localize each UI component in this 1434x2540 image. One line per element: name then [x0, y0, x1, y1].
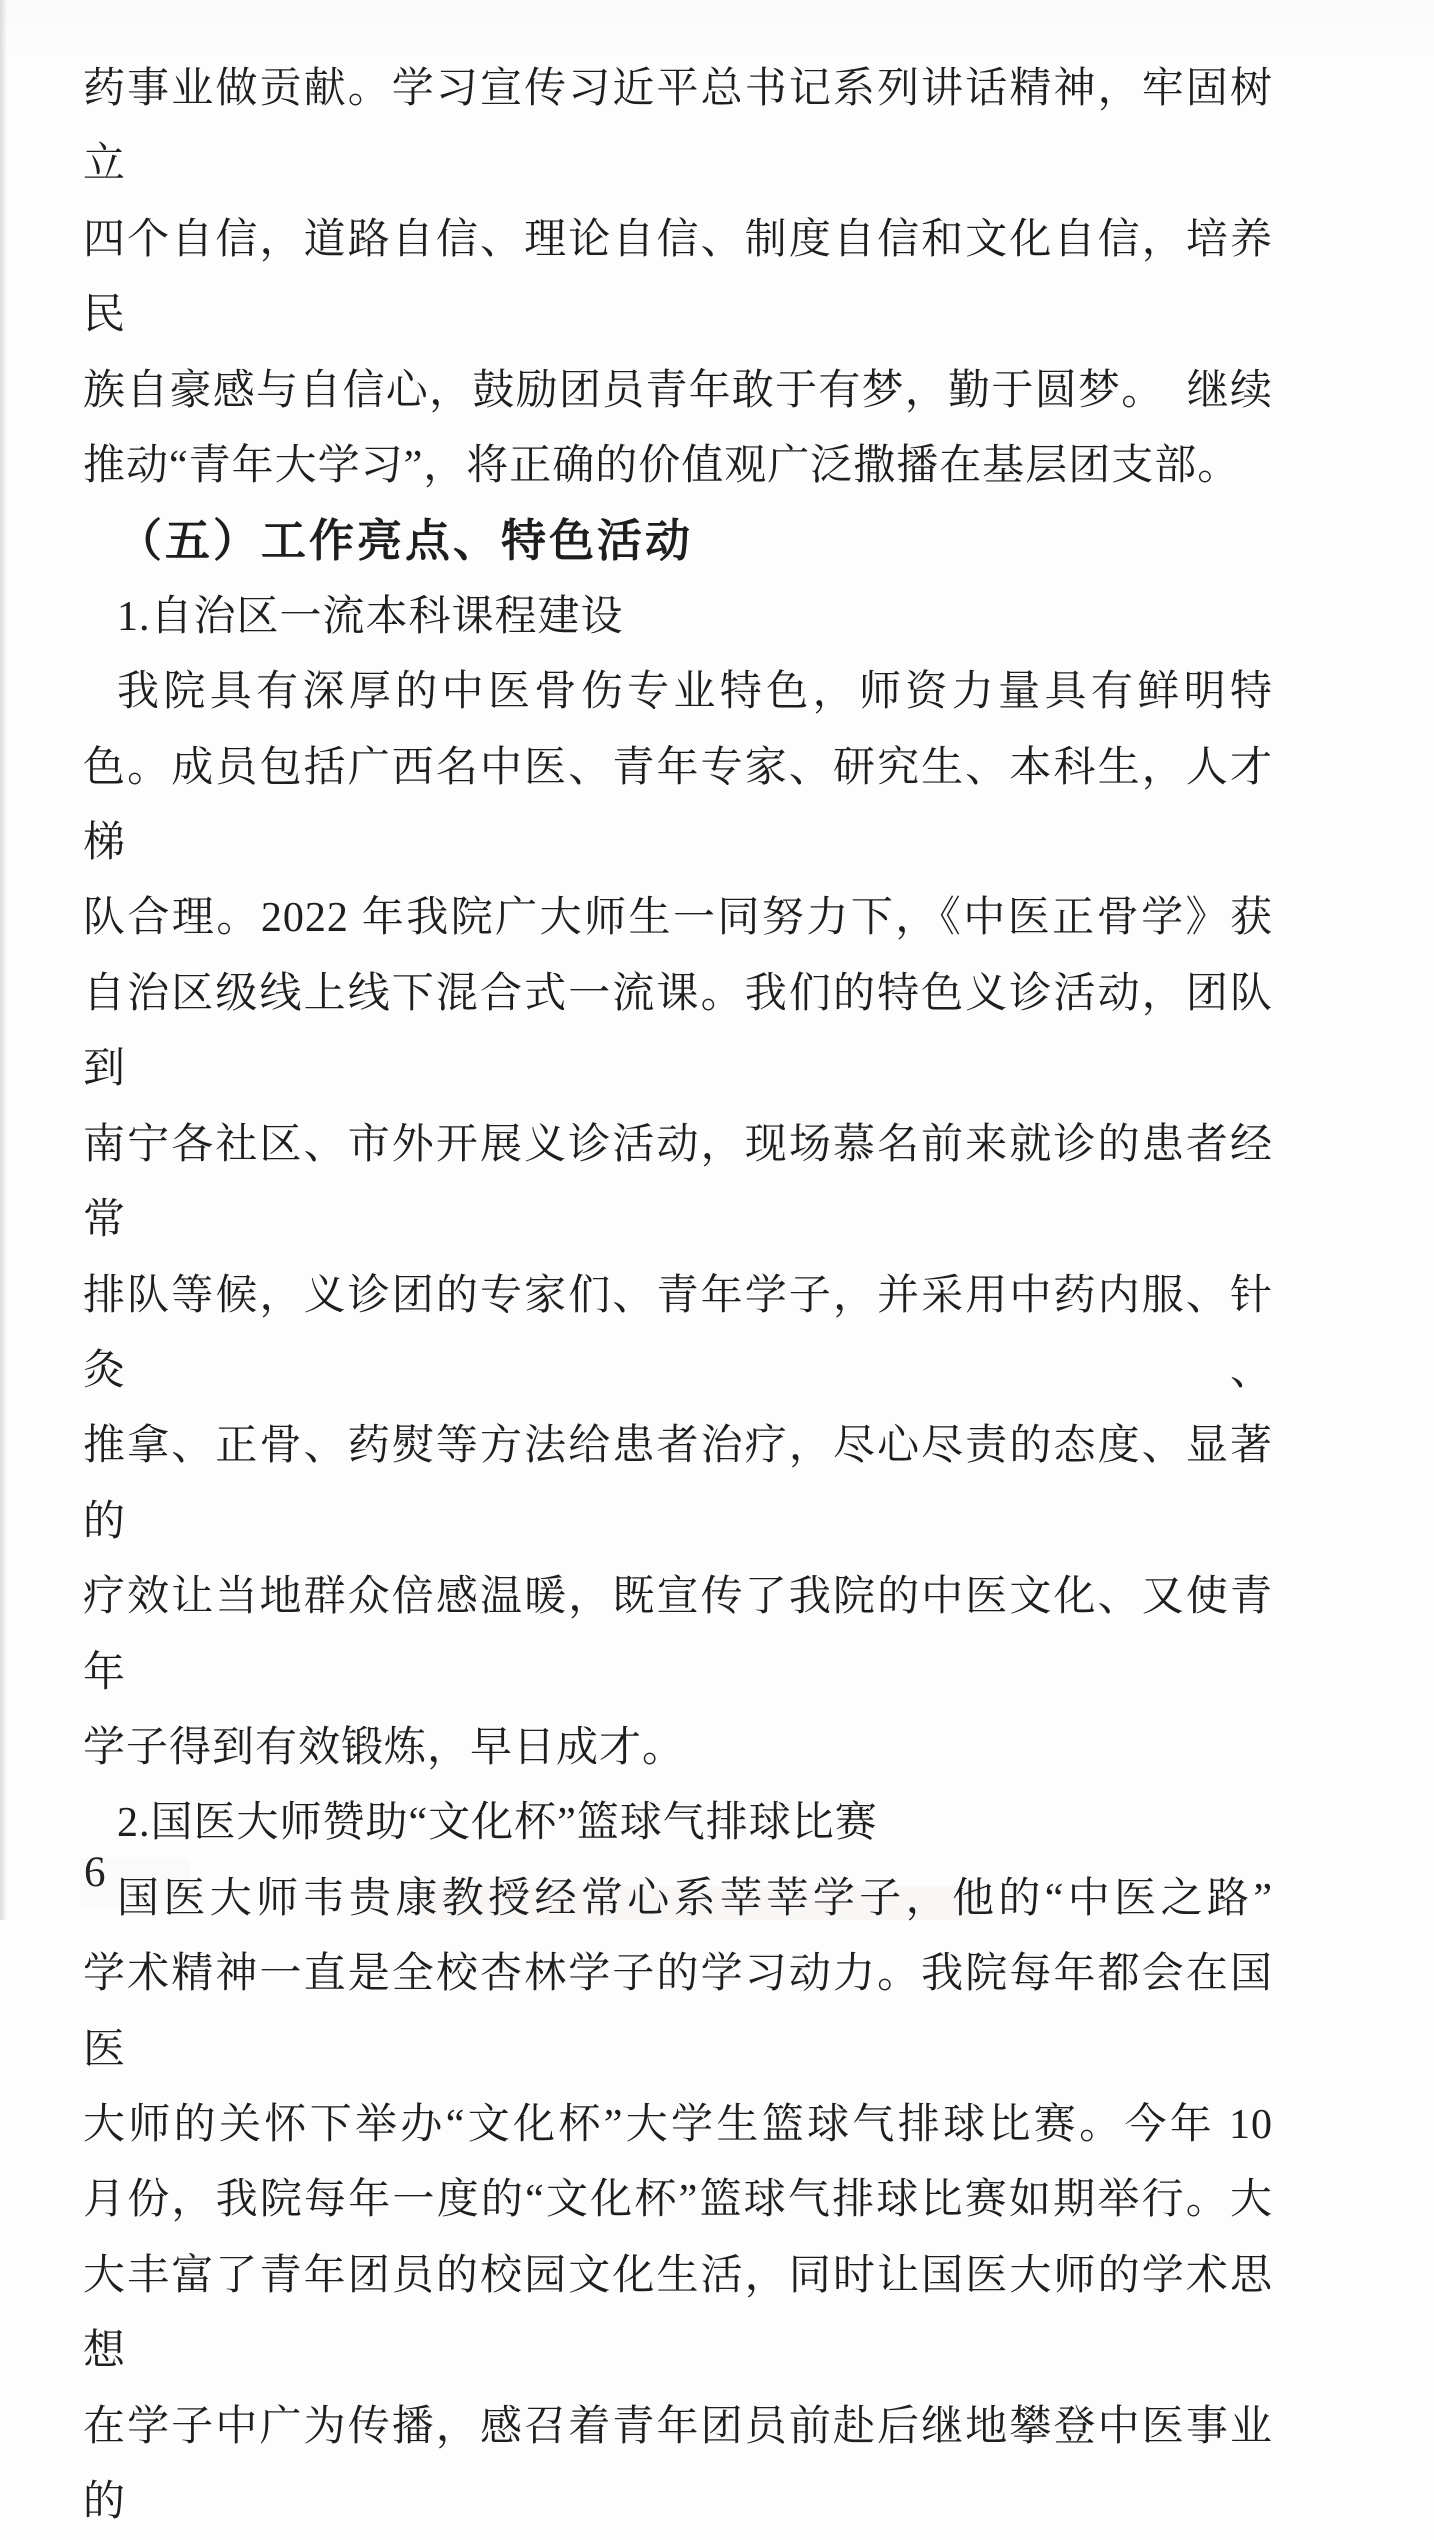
paragraph-line: 推动“青年大学习”，将正确的价值观广泛撒播在基层团支部。: [83, 443, 1241, 490]
page-number: 6: [84, 1849, 106, 1896]
paragraph-line: 月份，我院每年一度的“文化杯”篮球气排球比赛如期举行。大: [83, 2177, 1273, 2224]
subsection-heading: 2.国医大师赞助“文化杯”篮球气排球比赛: [117, 1800, 878, 1847]
paragraph-line: 在学子中广为传播，感召着青年团员前赴后继地攀登中医事业的: [83, 2403, 1273, 2525]
subsection-heading: 1.自治区一流本科课程建设: [117, 593, 624, 640]
paragraph-line: 大丰富了青年团员的校园文化生活，同时让国医大师的学术思想: [83, 2252, 1273, 2375]
paragraph-line: 队合理。2022 年我院广大师生一同努力下，《中医正骨学》获: [83, 895, 1273, 942]
paragraph-line: 药事业做贡献。学习宣传习近平总书记系列讲话精神，牢固树立: [83, 66, 1273, 188]
paragraph-line: 四个自信，道路自信、理论自信、制度自信和文化自信，培养民: [83, 216, 1273, 339]
paragraph-line: 我院具有深厚的中医骨伤专业特色，师资力量具有鲜明特: [117, 669, 1273, 716]
section-heading: （五）工作亮点、特色活动: [117, 516, 694, 567]
paragraph-line: 学术精神一直是全校杏林学子的学习动力。我院每年都会在国医: [83, 1951, 1273, 2073]
paragraph-line: 疗效让当地群众倍感温暖，既宣传了我院的中医文化、又使青年: [83, 1574, 1273, 1696]
paragraph-line: 国医大师韦贵康教授经常心系莘莘学子，他的“中医之路”: [117, 1875, 1273, 1922]
paragraph-line: 学子得到有效锻炼，早日成才。: [83, 1724, 686, 1771]
text-column: [83, 52, 1273, 2540]
paragraph-line: 自治区级线上线下混合式一流课。我们的特色义诊活动，团队到: [83, 970, 1273, 1093]
paragraph-line: 推拿、正骨、药熨等方法给患者治疗，尽心尽责的态度、显著的: [83, 1423, 1273, 1545]
paragraph-line: 南宁各社区、市外开展义诊活动，现场慕名前来就诊的患者经常: [83, 1121, 1273, 1244]
scan-edge-shadow: [0, 0, 7, 1920]
paragraph-line: 族自豪感与自信心，鼓励团员青年敢于有梦，勤于圆梦。 继续: [83, 367, 1273, 414]
paragraph-line: 大师的关怀下举办“文化杯”大学生篮球气排球比赛。今年 10: [83, 2101, 1273, 2148]
paragraph-line: 排队等候，义诊团的专家们、青年学子，并采用中药内服、针灸、: [83, 1272, 1273, 1394]
paragraph-line: 色。成员包括广西名中医、青年专家、研究生、本科生，人才梯: [83, 744, 1273, 867]
